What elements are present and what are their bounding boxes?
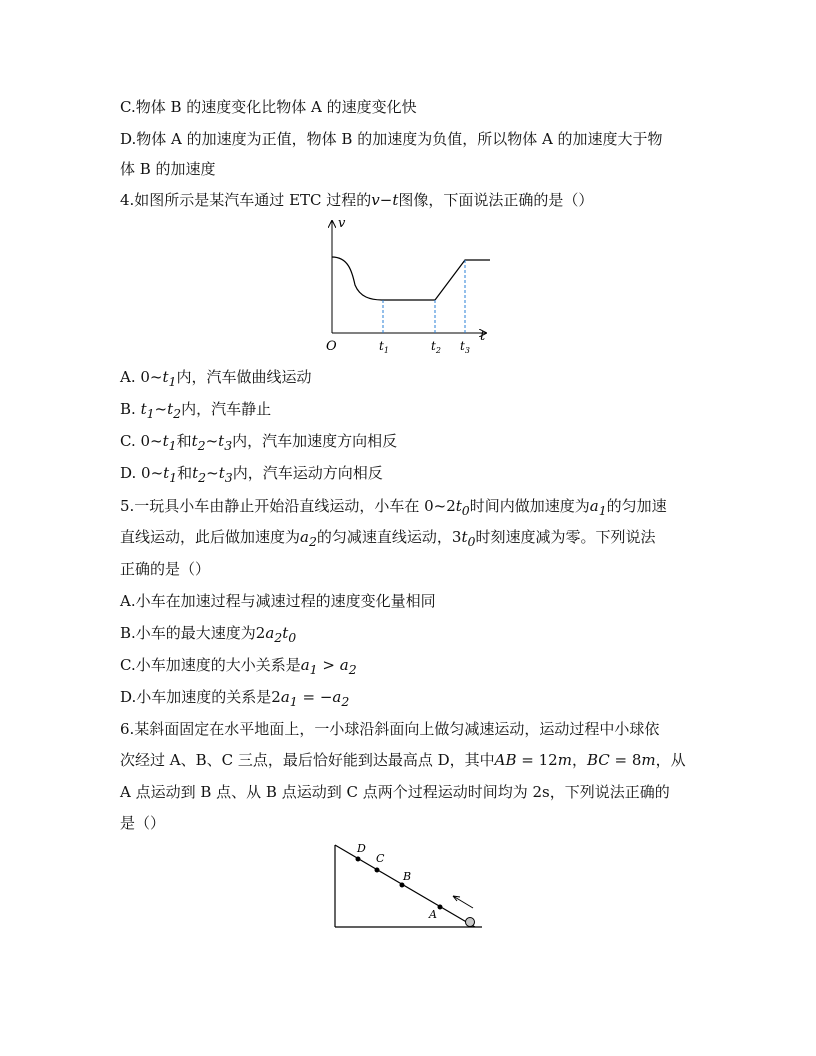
q4-option-d: D. $0\sim t_1$和$t_2\sim t_3$内，汽车运动方向相反 [120, 464, 383, 485]
vt-graph [320, 215, 500, 360]
q5-stem-line2: 直线运动，此后做加速度为$a_2$的匀减速直线运动，$3t_0$时刻速度减为零。下列说法 [120, 528, 656, 549]
point-a [438, 905, 443, 910]
vt-axis-v-label: v [338, 216, 346, 231]
q4-stem-text: 4.如图所示是某汽车通过 ETC 过程的 [120, 191, 372, 209]
q6-stem-line3: A 点运动到 B 点、从 B 点运动到 C 点两个过程运动时间均为 2s，下列说法正确的 [120, 783, 670, 801]
motion-arrow [453, 896, 473, 908]
label-d: D [357, 842, 366, 855]
vt-axis-t-label: t [480, 329, 486, 344]
incline-figure [330, 840, 490, 932]
vt-origin-label: O [326, 339, 337, 354]
q5-option-b: B.小车的最大速度为$2a_2t_0$ [120, 624, 297, 645]
q4-option-b: B. $t_1\sim t_2$内，汽车静止 [120, 400, 272, 421]
vt-curve [332, 257, 490, 300]
q4-stem [120, 190, 700, 210]
label-a: A [429, 908, 437, 921]
q5-stem-line1: 5.一玩具小车由静止开始沿直线运动，小车在 $0\sim 2t_0$时间内做加速度为$a_1$的匀加速 [120, 497, 667, 518]
q6-stem-line2: 次经过 A、B、C 三点，最后恰好能到达最高点 D，其中AB = 12m，BC = 8m，从 [120, 751, 686, 769]
vt-t3-label: $t_3$ [460, 339, 470, 355]
q4-stem-math: v−t [371, 191, 399, 209]
q4-stem-text-end: 图像，下面说法正确的是（） [398, 191, 594, 209]
q5-stem-line3: 正确的是（） [120, 560, 211, 578]
vt-t1-label: $t_1$ [379, 339, 389, 355]
point-d [356, 857, 361, 862]
q6-stem-line4: 是（） [120, 814, 166, 832]
incline-slope [335, 845, 475, 927]
q4-option-c: C. $0\sim t_1$和$t_2\sim t_3$内，汽车加速度方向相反 [120, 432, 398, 453]
q3-option-d-line1: D.物体 A 的加速度为正值，物体 B 的加速度为负值，所以物体 A 的加速度大于物 [120, 130, 663, 148]
point-b [400, 883, 405, 888]
vt-t2-label: $t_2$ [431, 339, 441, 355]
q5-option-c: C.小车加速度的大小关系是$a_1 > a_2$ [120, 656, 357, 677]
point-c [375, 868, 380, 873]
ball [466, 918, 475, 927]
q3-option-c: C.物体 B 的速度变化比物体 A 的速度变化快 [120, 98, 417, 116]
q5-option-a: A.小车在加速过程与减速过程的速度变化量相同 [120, 592, 436, 610]
q6-stem-line1: 6.某斜面固定在水平地面上，一小球沿斜面向上做匀减速运动，运动过程中小球依 [120, 720, 660, 738]
q5-option-d: D.小车加速度的关系是$2a_1 = -a_2$ [120, 688, 350, 709]
label-b: B [403, 870, 412, 883]
q4-option-a: A. $0\sim t_1$内，汽车做曲线运动 [120, 368, 312, 389]
label-c: C [376, 852, 385, 865]
q3-option-d-line2: 体 B 的加速度 [120, 160, 216, 178]
